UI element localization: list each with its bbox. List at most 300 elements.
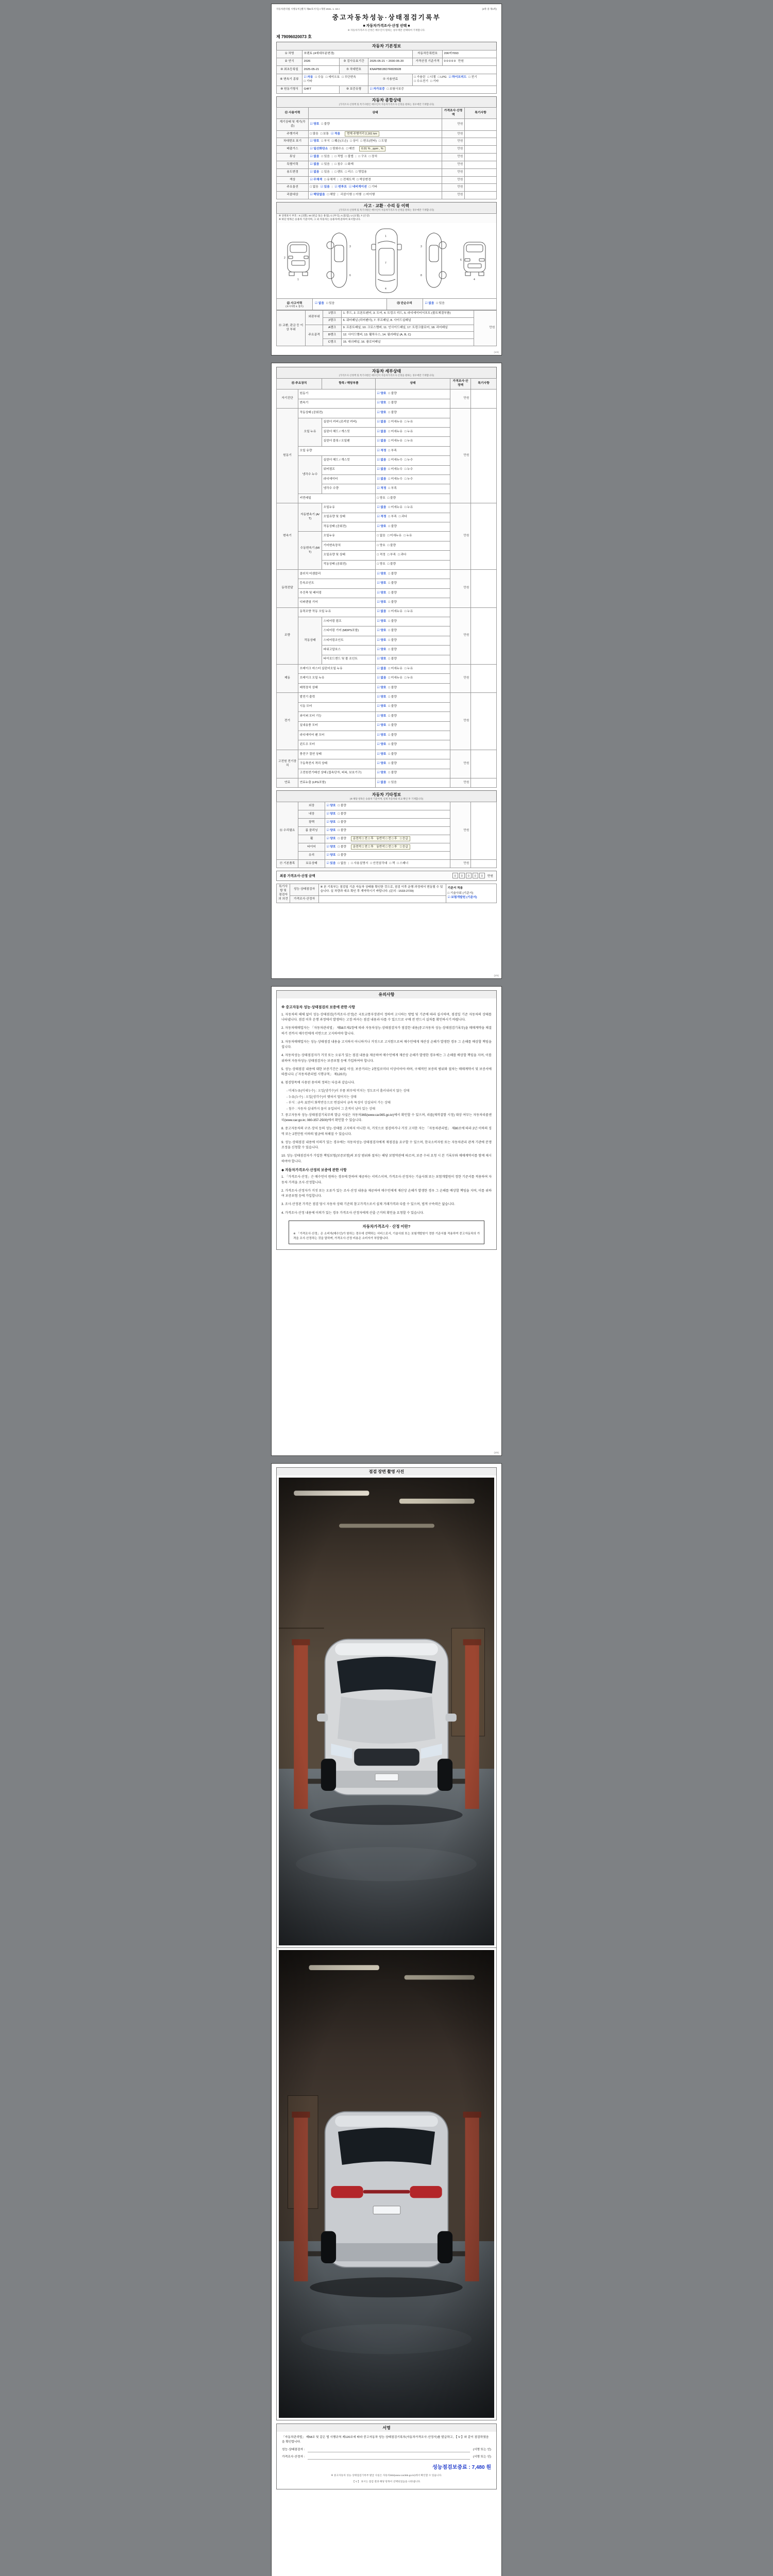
checkbox-unchecked: □ 불량 xyxy=(388,752,397,756)
section-notice-header: 유의사항 xyxy=(276,990,497,998)
checkbox-unchecked: □ 있음 xyxy=(321,155,330,159)
checkbox-checked: ☑ 없음 xyxy=(377,676,386,680)
detail-item-state xyxy=(376,570,450,579)
field-value-transmission xyxy=(303,74,368,86)
other-info-table xyxy=(276,802,497,868)
detail-row xyxy=(277,607,497,617)
detail-subgroup-label: 수동변속기 (M/T) xyxy=(298,532,322,570)
checkbox-unchecked: □ 유채색 xyxy=(324,178,336,181)
overall-row-state: ☑ 없음 □ 있음 | □ 침수 □ 화재 xyxy=(309,161,442,168)
checkbox-unchecked: □ 없음 xyxy=(338,861,346,865)
detail-item-label: 커먼레일 xyxy=(298,494,376,503)
detail-item-state xyxy=(376,693,450,702)
detail-item-label: 실린더 헤드 / 개스킷 xyxy=(322,456,376,465)
overall-col-usage: ⑪ 사용이력 xyxy=(277,108,309,119)
field-label-regno: 자동차등록번호 xyxy=(413,50,443,58)
checkbox-checked: ☑ 양호 xyxy=(377,601,386,604)
detail-group-price: 만원 xyxy=(450,778,471,787)
detail-group-label: 제동 xyxy=(277,665,298,693)
checkbox-checked: ☑ 네비게이션 xyxy=(348,185,367,189)
other-group-items: ⑰ 기본품목 xyxy=(277,859,298,868)
checkbox-unchecked: □ 부족 xyxy=(387,553,396,556)
overall-row-state xyxy=(309,138,442,146)
document-number xyxy=(276,34,497,40)
detail-group-note xyxy=(471,665,497,693)
detail-item-label: 등속조인트 xyxy=(298,579,376,588)
detail-item-state xyxy=(376,503,450,513)
other-state-stock: ☑ 있음 □ 없음 | □ 사용설명서 □ 안전삼각대 □ 잭 □ 스패너 xyxy=(325,859,450,868)
section-overall-header: 자동차 종합상태 (가격조사·산정액 및 특기사항은 매수인이 자동차가격조사·산정을 원하는 경우에만 기재합니다) xyxy=(276,96,497,108)
detail-col-item: 항목 / 해당부품 xyxy=(322,378,376,389)
checkbox-unchecked: □ 과다 xyxy=(398,553,407,556)
checkbox-unchecked: □ 기술사회 (기준서) xyxy=(447,892,474,895)
opinion-standards xyxy=(446,884,497,903)
parts-items-rank1: 1. 후드, 2. 프론트펜더, 3. 도어, 4. 트렁크 리드, 5. 라디에이터서포트 (볼트체결부품) xyxy=(342,310,474,317)
basic-info-table xyxy=(276,50,497,94)
detail-item-state xyxy=(376,456,450,465)
detail-item-state xyxy=(376,702,450,711)
inspection-photo-front-frame xyxy=(276,1476,497,1948)
final-digit: 0 xyxy=(452,873,458,878)
detail-item-state xyxy=(376,598,450,607)
notice-subitem: - 미세누유(미세누수) : 오일(냉각수)이 부품 외부에 비치는 정도로서 흘러내리지 않는 상태 xyxy=(287,1089,410,1093)
checkbox-unchecked: □ 누수 xyxy=(405,458,413,462)
field-value-baseprice xyxy=(443,58,497,66)
checkbox-checked: ☑ 양호 xyxy=(377,392,386,396)
detail-item-label: 디퍼렌셜 기어 xyxy=(298,598,376,607)
detail-group-label: 동력전달 xyxy=(277,570,298,608)
detail-col-state: 상태 xyxy=(376,378,450,389)
other-state-glass xyxy=(325,851,450,859)
overall-row xyxy=(277,192,497,199)
checkbox-checked: ☑ 없음 xyxy=(315,301,325,305)
vehicle-basis-note: ※ 하단 항목은 승용차 기준이며, 그 외 자동차는 승용차에 준하여 표시합니다. xyxy=(279,218,361,221)
checkbox-checked: ☑ 양호 xyxy=(377,638,386,642)
checkbox-unchecked: □ 불량 xyxy=(338,804,346,807)
definition-box-title: 자동차가격조사 · 산정 이란? xyxy=(362,1224,411,1229)
field-label-engine: ⑧ 원동기형식 xyxy=(277,86,303,93)
detail-item-label: 기어변속장치 xyxy=(322,541,376,550)
detail-item-state xyxy=(376,551,450,560)
checkbox-unchecked: □ 불량 xyxy=(388,601,397,604)
detail-row xyxy=(277,665,497,674)
detail-row xyxy=(277,570,497,579)
field-value-regno: 206머7093 xyxy=(443,50,497,58)
overall-row-label: 배출가스 xyxy=(277,146,309,154)
parts-rank-a: A랭크 xyxy=(323,325,342,332)
detail-item-label: 파워고압호스 xyxy=(322,646,376,655)
detail-group-note xyxy=(471,503,497,570)
checkbox-unchecked: □ 전체도색 xyxy=(340,178,355,181)
checkbox-unchecked: □ 리스 xyxy=(345,170,354,174)
detail-item-label: 작동상태 (공회전) xyxy=(322,522,376,531)
overall-row-extra: 0.01 % , ppm , % xyxy=(359,146,385,151)
simple-repair-state xyxy=(423,299,497,310)
checkbox-unchecked: □ 불량 xyxy=(388,743,397,747)
appraiser-signature-line xyxy=(308,2455,470,2460)
other-state-tire xyxy=(325,843,450,851)
checkbox-unchecked: □ 누수 xyxy=(405,468,413,471)
price-survey-select-banner: ■ 자동차가격조사·산정 선택 ■ xyxy=(363,24,410,28)
overall-row-price: 만원 xyxy=(442,161,465,168)
checkbox-checked: ☑ 있음 xyxy=(320,185,330,189)
overall-row-note xyxy=(465,168,497,176)
checkbox-checked: ☑ 양호 xyxy=(377,572,386,575)
detail-subgroup-label: 오일 누유 xyxy=(298,418,322,446)
detail-item-state xyxy=(376,474,450,484)
opinion-side-label: 특기사항 및 점검자의 의견 xyxy=(277,884,290,903)
checkbox-unchecked: □ 매연 xyxy=(346,147,355,151)
accident-history-label: ⑫ 사고이력 (표시사항 4. 참조) xyxy=(277,299,313,310)
checkbox-unchecked: □ 불량 xyxy=(388,733,397,737)
detail-item-label: 오일누유 xyxy=(322,503,376,513)
detail-condition-table xyxy=(276,378,497,788)
detail-group-price: 만원 xyxy=(450,503,471,570)
parts-price: 만원 xyxy=(474,310,497,346)
other-label-roomcleaning: 룸 클리닝 xyxy=(298,826,325,835)
detail-item-label: 클러치 어셈블리 xyxy=(298,570,376,579)
checkbox-checked: ☑ 없음 xyxy=(377,505,386,509)
field-label-name: ① 차명 xyxy=(277,50,303,58)
section-detail-header: 자동차 세부상태 (가격조사·산정액 및 특기사항은 매수인이 자동차가격조사·산정을 원하는 경우에만 기재합니다) xyxy=(276,367,497,378)
parts-section-label: ⑭ 교환, 판금 등 이상 부위 xyxy=(277,310,306,346)
overall-row-price: 만원 xyxy=(442,192,465,199)
detail-item-state xyxy=(376,532,450,541)
checkbox-unchecked: □ 기타 xyxy=(430,79,439,83)
checkbox-unchecked: □ 미세누수 xyxy=(388,477,403,481)
page-3 xyxy=(271,986,502,1456)
checkbox-unchecked: □ 안전삼각대 xyxy=(370,861,388,865)
checkbox-checked: ☑ 양호 xyxy=(377,714,386,718)
checkbox-checked: ☑ 양호 xyxy=(377,743,386,747)
signature-note-2: 【 V 】 표시는 점검 결과 해당 항목이 선택되었음을 나타냅니다. xyxy=(352,2480,421,2483)
overall-row-price: 만원 xyxy=(442,138,465,146)
other-label-stock: 보유상태 xyxy=(298,859,325,868)
final-digit: 0 xyxy=(459,873,465,878)
field-value-vin: KNAPB81BD7R828928 xyxy=(368,66,497,74)
exchange-sheetmetal-table xyxy=(276,310,497,346)
document-pages xyxy=(271,0,502,2576)
checkbox-checked: ☑ 없음 xyxy=(425,301,434,305)
overall-row-label: 용도변경 xyxy=(277,168,309,176)
other-label-wheel: 휠 xyxy=(298,835,325,843)
checkbox-checked: ☑ 없음 xyxy=(377,420,386,424)
notice-item: 5. 성능·상태점검 내용에 대한 보증기간은 30일 이상, 보증거리는 2천킬로미터 이상이어야 하며, 구체적인 보증의 범위와 절차는 매매계약서 및 보증서에 따릅니다. (「자동차관리법 시행규칙」 제120조) xyxy=(281,1067,492,1077)
overall-row-price: 만원 xyxy=(442,130,465,138)
detail-item-state xyxy=(376,607,450,617)
other-note-items xyxy=(471,859,497,868)
checkbox-unchecked: □ 부족 xyxy=(388,487,397,490)
page-4 xyxy=(271,1463,502,2576)
checkbox-checked: ☑ 양호 xyxy=(326,845,336,849)
detail-item-state xyxy=(376,484,450,494)
detail-item-state xyxy=(376,427,450,436)
overall-row-label: 계기상태 및 계기(각종) xyxy=(277,119,309,131)
checkbox-checked: ☑ 없음 xyxy=(377,667,386,670)
checkbox-unchecked: □ 적법 xyxy=(334,155,343,159)
final-price-label: 최종 가격조사·산정 금액 xyxy=(280,874,315,878)
checkbox-unchecked: □ 미세누유 xyxy=(388,610,403,614)
notice-item: 4. 자동차성능·상태점검자가 거짓 또는 오류가 있는 점검 내용을 제공하여 매수인에게 재산상 손해가 발생한 경우에는 그 손해를 배상할 책임을 지며, 이를 위하여 자동차성능·상태점검자는 보증보험 등에 가입하여야 합니다. xyxy=(281,1054,492,1063)
checkbox-checked: ☑ 없음 xyxy=(310,170,320,174)
checkbox-checked: ☑ 보험개발원 (기준서) xyxy=(447,896,477,899)
section-accident-header: 사고 · 교환 · 수리 등 이력 (가격조사·산정액 및 특기사항은 매수인이 자동차가격조사·산정을 원하는 경우에만 기재합니다) xyxy=(276,202,497,213)
parts-cat-frame: 주요골격 xyxy=(306,325,323,346)
checkbox-checked: ☑ 양호 xyxy=(326,837,336,840)
checkbox-checked: ☑ 양호 xyxy=(326,804,336,807)
accident-history-state xyxy=(313,299,387,310)
detail-item-state xyxy=(376,740,450,750)
appraiser-seal-note: (서명 또는 인) xyxy=(473,2455,491,2459)
section-photos-header: 점검 장면 촬영 사진 xyxy=(276,1467,497,1476)
overall-row xyxy=(277,168,497,176)
standards-label: 기준서 적용 xyxy=(447,887,463,890)
detail-item-label: 고전원전기배선 상태 (접속단자, 피복, 보호기구) xyxy=(298,769,376,778)
doc-no-prefix: 제 xyxy=(276,35,280,39)
checkbox-unchecked: □ 탄화수소 xyxy=(330,147,344,151)
car-diagram-front-view xyxy=(280,227,317,295)
overall-col-state: 상태 xyxy=(309,108,442,119)
detail-item-label: 실린더 커버 (로커암 커버) xyxy=(322,418,376,427)
overall-row-label: 튜닝 xyxy=(277,154,309,161)
detail-item-label: 오일유량 및 상태 xyxy=(322,551,376,560)
detail-item-state xyxy=(376,646,450,655)
checkbox-unchecked: □ 화재 xyxy=(345,162,354,166)
checkbox-checked: ☑ 적정 xyxy=(377,487,386,490)
parts-cat-outer: 외판부위 xyxy=(306,310,323,325)
detail-group-note xyxy=(471,389,497,409)
detail-row xyxy=(277,778,497,787)
opinion-row1-text: ※ 본 기록부는 점검일 기준 자동차 상태를 확인한 것으로, 점검 이후 운행 과정에서 변동될 수 있습니다. 실 차량과 대조 확인 후 계약하시기 바랍니다. (문의 : 1533-2729) xyxy=(319,884,446,895)
signature-section xyxy=(276,2424,497,2489)
checkbox-unchecked: □ 불량 xyxy=(388,771,397,775)
checkbox-checked: ☑ 일산화탄소 xyxy=(310,147,328,151)
notice-item: 3. 자동차매매업자는 성능·상태점검 내용을 고지하지 아니하거나 거짓으로 고지함으로써 매수인에게 재산상 손해가 발생한 경우 그 손해를 배상할 책임을 집니다. xyxy=(281,1040,492,1049)
checkbox-unchecked: □ 불량 xyxy=(338,853,346,857)
field-value-engine: G4FT xyxy=(303,86,340,93)
checkbox-unchecked: □ 불량 xyxy=(388,401,397,405)
checkbox-unchecked: □ 보험사보증 xyxy=(386,87,404,91)
notice-subitem: - 침수 : 자동차 실내까지 물이 유입되어 그 흔적이 남아 있는 상태 xyxy=(287,1107,376,1111)
inspector-seal-note: (서명 또는 인) xyxy=(473,2448,491,2451)
detail-group-label: 전기 xyxy=(277,693,298,750)
overall-row xyxy=(277,146,497,154)
other-note-repair xyxy=(471,802,497,859)
checkbox-unchecked: □ 불량 xyxy=(388,724,397,727)
inspector-opinion-table xyxy=(276,884,497,903)
notice-item: 7. 중고자동차 성능·상태점검기록부의 발급 사실은 자동차365(www.car365.go.kr)에서 확인할 수 있으며, 리콜(제작결함 시정) 대상 여부는 자동차리콜센터(www.car.go.kr, 080-357-2500)에서 확인할 수 있습니다. xyxy=(281,1113,492,1123)
checkbox-checked: ☑ 양호 xyxy=(326,812,336,816)
checkbox-unchecked: □ 디젤 xyxy=(427,75,436,79)
field-label-transmission: ⑥ 변속기 종류 xyxy=(277,74,303,86)
detail-item-state xyxy=(376,588,450,598)
detail-item-state xyxy=(376,522,450,531)
detail-item-state xyxy=(376,655,450,664)
base-price-unit: 만원 xyxy=(458,60,464,63)
checkbox-checked: ☑ 양호 xyxy=(377,752,386,756)
page-marker: (3/4) xyxy=(494,1451,499,1454)
detail-col-price: 가격조사·산정액 xyxy=(450,378,471,389)
checkbox-unchecked: □ 누유 xyxy=(405,430,413,433)
checkbox-unchecked: □ 스패너 xyxy=(397,861,409,865)
parts-items-rankc: 15. 대쉬패널, 16. 플로어패널 xyxy=(342,339,474,346)
field-label-warranty: ⑨ 보증유형 xyxy=(340,86,368,93)
detail-row xyxy=(277,693,497,702)
signature-header: 서명 xyxy=(276,2424,497,2432)
detail-item-label: 라디에이터 팬 모터 xyxy=(298,731,376,740)
inspector-sign-row xyxy=(282,2448,491,2452)
status-symbol-legend: ※ 상태표시 부호 : X (교환), W (판금 또는 용접), C (부식), A (흠집), U (요철), T (손상) xyxy=(279,215,369,218)
overall-row-label: 특별이력 xyxy=(277,161,309,168)
detail-group-price: 만원 xyxy=(450,665,471,693)
section-basic-info-header: 자동차 기본정보 xyxy=(276,42,497,50)
checkbox-unchecked: □ 부족 xyxy=(388,449,397,452)
parts-items-rank2: 6. 쿼터패널 (리어펜더), 7. 루프패널, 8. 사이드실패널 xyxy=(342,317,474,325)
other-price-repair: 만원 xyxy=(450,802,471,859)
svg-text:2: 2 xyxy=(283,256,285,260)
checkbox-checked: ☑ 양호 xyxy=(377,401,386,405)
detail-group-price: 만원 xyxy=(450,750,471,778)
checkbox-checked: ☑ 양호 xyxy=(377,724,386,727)
detail-group-label: 연료 xyxy=(277,778,298,787)
checkbox-unchecked: □ 누유 xyxy=(405,439,413,443)
form-reference: 자동차관리법 시행규칙 [별지 제82호서식] <개정 2021. 1. 19.> xyxy=(276,8,340,10)
overall-row-note xyxy=(465,154,497,161)
price-survey-definition-box xyxy=(289,1221,484,1244)
overall-col-price: 가격조사·산정액 xyxy=(442,108,465,119)
field-value-valid: 2025-05-21 ~ 2030-05-20 xyxy=(368,58,413,66)
checkbox-unchecked: □ 전기 xyxy=(468,75,477,79)
checkbox-checked: ☑ 자동 xyxy=(304,75,313,79)
detail-item-label: 윈도우 모터 xyxy=(298,740,376,750)
checkbox-checked: ☑ 없음 xyxy=(377,477,386,481)
overall-row-price: 만원 xyxy=(442,146,465,154)
checkbox-unchecked: □ 침수 xyxy=(334,162,343,166)
inspector-signature-line xyxy=(308,2448,470,2452)
detail-item-label: 실린더 블록 / 오일팬 xyxy=(322,437,376,446)
checkbox-unchecked: □ 상이 xyxy=(350,140,359,143)
detail-item-state xyxy=(376,674,450,683)
checkbox-unchecked: □ 사용설명서 xyxy=(351,861,368,865)
detail-subgroup-label: 냉각수 누수 xyxy=(298,456,322,494)
overall-row-state xyxy=(309,119,442,131)
checkbox-unchecked: □ 훼손(오손) xyxy=(331,140,348,143)
other-label-exterior: 외장 xyxy=(298,802,325,810)
overall-row xyxy=(277,176,497,184)
other-label-glass: 유리 xyxy=(298,851,325,859)
other-label-interior: 내장 xyxy=(298,810,325,818)
parts-rank-2: 2랭크 xyxy=(323,317,342,325)
detail-item-label: 발전기 출력 xyxy=(298,693,376,702)
checkbox-unchecked: □ 불량 xyxy=(338,845,346,849)
detail-item-label: 작동상태 (공회전) xyxy=(322,560,376,569)
detail-item-label: 냉각수 수량 xyxy=(322,484,376,494)
notice-body xyxy=(276,998,497,1250)
accident-legend xyxy=(276,213,497,223)
checkbox-unchecked: □ 많음 xyxy=(310,132,318,135)
overall-row-label: 주요옵션 xyxy=(277,184,309,192)
page-marker: (2/4) xyxy=(494,974,499,977)
checkbox-unchecked: □ 세미오토 xyxy=(325,75,340,79)
checkbox-unchecked: □ 미세누유 xyxy=(388,439,403,443)
page-1 xyxy=(271,4,502,355)
detail-col-note: 특기사항 xyxy=(471,378,497,389)
detail-item-state xyxy=(376,579,450,588)
doc-no-value: 79096020073 xyxy=(281,35,307,39)
page-2 xyxy=(271,363,502,979)
field-label-fuel: ⑦ 사용연료 xyxy=(368,74,413,86)
page-marker: (1/4) xyxy=(494,351,499,354)
checkbox-checked: ☑ 양호 xyxy=(377,582,386,585)
checkbox-unchecked: □ 미세누유 xyxy=(388,430,403,433)
detail-item-label: 구동축전지 격리 상태 xyxy=(298,759,376,769)
checkbox-unchecked: □ 불량 xyxy=(388,714,397,718)
checkbox-unchecked: □ 누유 xyxy=(405,420,413,424)
checkbox-unchecked: □ 미세누수 xyxy=(388,468,403,471)
svg-text:4: 4 xyxy=(474,278,475,281)
detail-group-note xyxy=(471,570,497,608)
svg-text:7: 7 xyxy=(384,261,386,265)
inspection-photo-rear-frame xyxy=(276,1948,497,2420)
overall-row-price: 만원 xyxy=(442,168,465,176)
overall-row-state: ☑ 해당없음 □ 해당 | 리콜이행 □ 이행 □ 미이행 xyxy=(309,192,442,199)
price-survey-select-note: ※ 자동차가격조사·산정은 매수인이 원하는 경우에만 선택하여 기재합니다. xyxy=(347,29,426,31)
detail-item-state xyxy=(376,731,450,740)
overall-row-extra: 현재 주행거리 2,161 km xyxy=(345,131,379,137)
parts-rank-b: B랭크 xyxy=(323,332,342,339)
overall-row-note xyxy=(465,161,497,168)
detail-item-state xyxy=(376,541,450,550)
checkbox-unchecked: □ 미세누유 xyxy=(388,676,403,680)
checkbox-checked: ☑ 해당없음 xyxy=(310,193,325,197)
checkbox-checked: ☑ 없음 xyxy=(377,610,386,614)
checkbox-unchecked: □ 미이행 xyxy=(363,193,375,197)
field-label-firstreg: ④ 최초등록일 xyxy=(277,66,303,74)
checkbox-checked: ☑ 적정 xyxy=(377,449,386,452)
detail-item-state xyxy=(376,721,450,731)
detail-item-label: 연료누출 (LPG포함) xyxy=(298,778,376,787)
checkbox-unchecked: □ 불량 xyxy=(388,572,397,575)
detail-row xyxy=(277,409,497,418)
definition-box-text: ※ 「가격조사·산정」은 소비자(매수인)가 원하는 경우에 선택하는 서비스로서, 기술사회 또는 보험개발원이 정한 기준서를 적용하여 중고자동차의 가격을 조사·산정하는 것을 말하며, 가격조사·산정 비용은 소비자가 부담합니다. xyxy=(293,1232,480,1240)
svg-text:3: 3 xyxy=(349,245,351,248)
checkbox-checked: ☑ 하이브리드 xyxy=(448,75,467,79)
section-other-header: 자동차 기타정보 (※ 해당 항목은 승용차 기준이며, 실제 자동차와 비교·확인 후 기재합니다) xyxy=(276,790,497,802)
other-state-wheel xyxy=(325,835,450,843)
checkbox-unchecked: □ 미세누유 xyxy=(387,534,402,538)
overall-row xyxy=(277,184,497,192)
detail-item-state xyxy=(376,617,450,626)
car-diagram-left-side-view xyxy=(321,227,358,295)
notice-item: 1. 자동차의 해체 없이 성능·상태점검(가격조사·산정)은 국토교통부장관이 정하여 고시하는 방법 및 기준에 따라 실시하며, 점검일 기준 자동차의 상태를 나타냅니다. 점검 이후 운행 과정에서 발생하는 고장·하자는 점검 내용과 다를 수 있으므로 구매 전 반드시 실차를 확인하시기 바랍니다. xyxy=(281,1012,492,1022)
detail-group-note xyxy=(471,607,497,664)
notice-item: 8. 중고자동차의 구조·장치 등의 성능·상태를 고지하지 아니한 자, 거짓으로 점검하거나 거짓 고지한 자는 「자동차관리법」 제80조에 따라 2년 이하의 징역 또는 2천만원 이하의 벌금에 처해질 수 있습니다. xyxy=(281,1127,492,1136)
overall-row-price: 만원 xyxy=(442,184,465,192)
checkbox-unchecked: □ 불량 xyxy=(321,122,330,126)
checkbox-checked: ☑ 양호 xyxy=(310,122,320,126)
checkbox-unchecked: □ 불량 xyxy=(388,411,397,414)
checkbox-unchecked: □ 불량 xyxy=(388,648,397,652)
detail-group-price: 만원 xyxy=(450,409,471,503)
checkbox-checked: ☑ 양호 xyxy=(377,696,386,699)
detail-group-label: 조향 xyxy=(277,607,298,664)
notice-item: 3. 조사·산정된 가격은 점검 당시 자동차 상태 기준의 참고가격으로서 실제 거래가격과 다를 수 있으며, 법적 구속력은 없습니다. xyxy=(281,1202,456,1207)
detail-item-label: 오일누유 xyxy=(322,532,376,541)
checkbox-unchecked: □ 기타 xyxy=(368,185,378,189)
parts-items-rankb: 12. 사이드멤버, 13. 휠하우스, 14. 필러패널 (A, B, C) xyxy=(342,332,474,339)
final-digit: 0 xyxy=(479,873,485,878)
other-label-polish: 광택 xyxy=(298,818,325,826)
